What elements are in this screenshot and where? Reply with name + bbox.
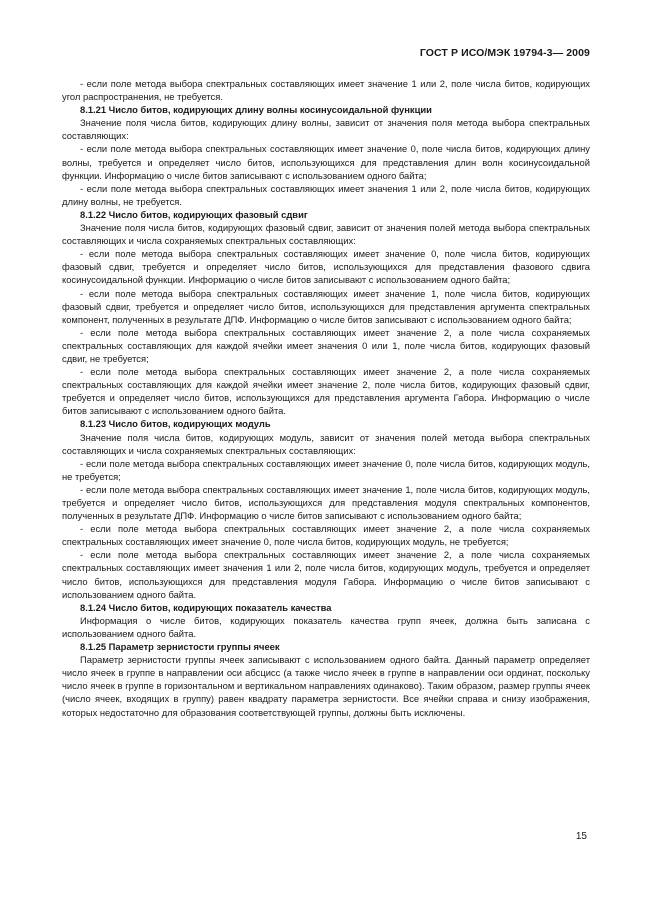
paragraph: - если поле метода выбора спектральных составляющих имеет значение 0, поле числа битов, кодирующих фазовый сдвиг, требуется и определяет число битов, использующихся для представления фазового сдвига косинусоидальной функции. Информацию о числе битов записывают с использованием одного байта; bbox=[62, 248, 590, 286]
paragraph: - если поле метода выбора спектральных составляющих имеет значение 2, а поле числа сохраняемых спектральных составляющих имеет значения 1 или 2, поле числа битов, кодирующих модуль, требуется и определяет число битов, использующихся для представления модуля Габора. Информацию о числе битов записывают с использованием одного байта. bbox=[62, 549, 590, 600]
paragraph: - если поле метода выбора спектральных составляющих имеет значение 2, а поле числа сохраняемых спектральных составляющих для каждой ячейки имеет значение 2, поле числа битов, кодирующих фазовый сдвиг, требуется и определяет число битов, использующихся для представления аргумента Габора. Информацию о числе битов записывают с использованием одного байта. bbox=[62, 366, 590, 417]
paragraph: - если поле метода выбора спектральных составляющих имеет значение 0, поле числа битов, кодирующих длину волны, требуется и определяет число битов, использующихся для представления длин волн косинусоидальной функции. Информацию о числе битов записывают с использованием одного байта; bbox=[62, 143, 590, 181]
paragraph: Значение поля числа битов, кодирующих длину волны, зависит от значения поля метода выбора спектральных составляющих: bbox=[62, 117, 590, 142]
paragraph: - если поле метода выбора спектральных составляющих имеет значение 2, а поле числа сохраняемых спектральных составляющих для каждой ячейки имеет значения 0 или 1, поле числа битов, кодирующих фазовый сдвиг, не требуется; bbox=[62, 326, 590, 364]
paragraph: - если поле метода выбора спектральных составляющих имеет значение 0, поле числа битов, кодирующих модуль, не требуется; bbox=[62, 457, 590, 482]
section-heading-8-1-24: 8.1.24 Число битов, кодирующих показатель качества bbox=[80, 601, 332, 613]
paragraph: - если поле метода выбора спектральных составляющих имеет значение 1 или 2, поле числа битов, кодирующих угол распространения, не требуется. bbox=[62, 78, 590, 103]
section-heading-8-1-23: 8.1.23 Число битов, кодирующих модуль bbox=[80, 418, 271, 430]
paragraph: Параметр зернистости группы ячеек записывают с использованием одного байта. Данный параметр определяет число ячеек в группе в направлении оси абсцисс (а также число ячеек в группе в направлении оси ординат, поскольку число ячеек в группе в горизонтальном и вертикальном направлениях одинаково). Таким образом, размер группы ячеек (число ячеек, входящих в группу) равен квадрату параметра зернистости. Все ячейки справа и снизу изображения, которых недостаточно для образования соответствующей группы, должны быть исключены. bbox=[62, 654, 590, 718]
page-number: 15 bbox=[575, 831, 587, 842]
paragraph: - если поле метода выбора спектральных составляющих имеет значение 2, а поле числа сохраняемых спектральных составляющих имеет значение 0, поле числа битов, кодирующих модуль, не требуется; bbox=[62, 523, 590, 548]
paragraph: Значение поля числа битов, кодирующих модуль, зависит от значения полей метода выбора спектральных составляющих и числа сохраняемых спектральных составляющих: bbox=[62, 431, 590, 456]
paragraph: Информация о числе битов, кодирующих показатель качества групп ячеек, должна быть записана с использованием одного байта. bbox=[62, 614, 590, 639]
section-heading-8-1-25: 8.1.25 Параметр зернистости группы ячеек bbox=[80, 641, 280, 653]
section-heading-8-1-21: 8.1.21 Число битов, кодирующих длину волны косинусоидальной функции bbox=[80, 104, 432, 116]
paragraph: - если поле метода выбора спектральных составляющих имеет значение 1, поле числа битов, кодирующих модуль, требуется и определяет число битов, использующихся для представления модуля спектральных компонентов, полученных в результате ДПФ. Информацию о числе битов записывают с использованием одного байта; bbox=[62, 483, 590, 522]
section-heading-8-1-22: 8.1.22 Число битов, кодирующих фазовый сдвиг bbox=[80, 208, 308, 220]
paragraph: - если поле метода выбора спектральных составляющих имеет значение 1, поле числа битов, кодирующих фазовый сдвиг, требуется и определяет число битов, использующихся для представления аргумента спектральных компонент, полученных в результате ДПФ. Информацию о числе битов записывают с использованием одного байта; bbox=[62, 287, 590, 325]
document-header: ГОСТ Р ИСО/МЭК 19794-3— 2009 bbox=[419, 47, 590, 59]
paragraph: - если поле метода выбора спектральных составляющих имеет значения 1 или 2, поле числа битов, кодирующих длину волны, не требуется. bbox=[62, 182, 590, 207]
document-body bbox=[62, 77, 590, 719]
paragraph: Значение поля числа битов, кодирующих фазовый сдвиг, зависит от значения полей метода выбора спектральных составляющих и числа сохраняемых спектральных составляющих: bbox=[62, 222, 590, 247]
